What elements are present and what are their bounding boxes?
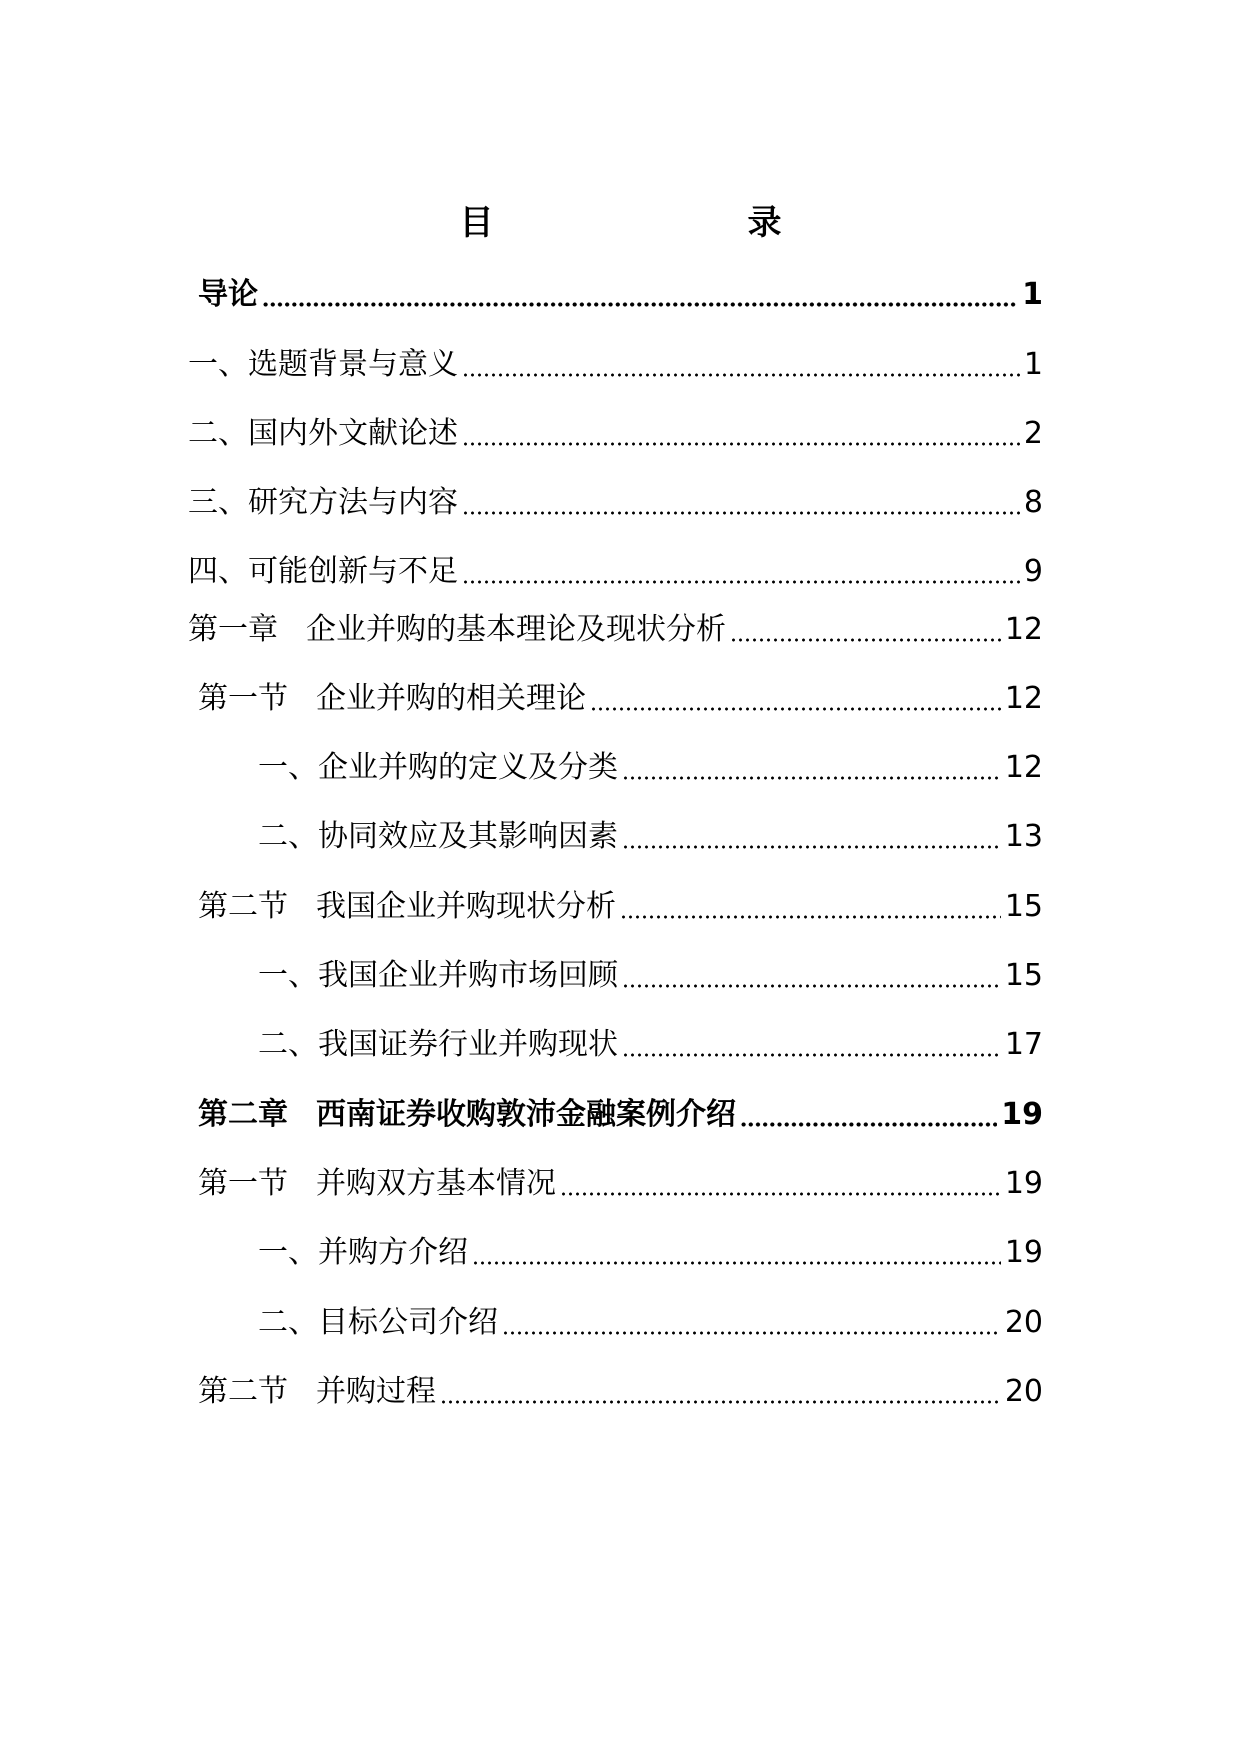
toc-entry-page: 12	[1004, 681, 1043, 716]
toc-entry-page: 19	[1001, 1097, 1043, 1132]
toc-entry-chapter[interactable]	[198, 1086, 1043, 1136]
toc-entry-page: 9	[1023, 554, 1043, 589]
toc-entry-label: 企业并购的基本理论及现状分析	[306, 612, 726, 647]
toc-entry-prefix: 第一章	[188, 612, 278, 647]
toc-entry-prefix: 第二章	[198, 1097, 288, 1132]
dot-leader	[462, 373, 1020, 377]
toc-entry-label: 二、我国证券行业并购现状	[258, 1027, 618, 1062]
toc-entry-page: 17	[1004, 1027, 1043, 1062]
toc-entry[interactable]	[188, 543, 1043, 593]
toc-entry-section[interactable]	[198, 670, 1043, 720]
dot-leader	[620, 915, 1001, 919]
toc-entry[interactable]	[188, 336, 1043, 386]
dot-leader	[462, 442, 1020, 446]
toc-entry-subsection[interactable]	[258, 739, 1043, 789]
toc-entry-prefix: 第一节	[198, 681, 288, 716]
dot-leader	[622, 845, 1001, 849]
toc-entry-intro[interactable]	[198, 266, 1043, 316]
dot-leader	[622, 984, 1001, 988]
toc-entry-label: 并购过程	[316, 1374, 436, 1409]
toc-entry-subsection[interactable]	[258, 947, 1043, 997]
toc-entry-label: 三、研究方法与内容	[188, 485, 458, 520]
toc-title: 目 录	[459, 203, 844, 243]
toc-entry-label: 一、选题背景与意义	[188, 347, 458, 382]
toc-entry-page: 1	[1023, 347, 1043, 382]
toc-entry-label: 一、我国企业并购市场回顾	[258, 958, 618, 993]
dot-leader	[622, 1053, 1001, 1057]
toc-entry-page: 15	[1004, 958, 1043, 993]
toc-entry-page: 15	[1004, 889, 1043, 924]
toc-entry-page: 13	[1004, 819, 1043, 854]
toc-entry-subsection[interactable]	[258, 1016, 1043, 1066]
toc-entry-page: 19	[1004, 1235, 1043, 1270]
toc-entry-page: 20	[1004, 1374, 1043, 1409]
toc-entry-subsection[interactable]	[258, 1224, 1043, 1274]
toc-entry-section[interactable]	[198, 878, 1043, 928]
toc-entry[interactable]	[188, 405, 1043, 455]
toc-entry-label: 四、可能创新与不足	[188, 554, 458, 589]
toc-entry-label: 并购双方基本情况	[316, 1166, 556, 1201]
dot-leader	[560, 1192, 1001, 1196]
toc-entry-subsection[interactable]	[258, 808, 1043, 858]
toc-entry-page: 20	[1004, 1305, 1043, 1340]
toc-entry-subsection[interactable]	[258, 1294, 1043, 1344]
dot-leader	[730, 638, 1001, 642]
toc-entry-prefix: 第一节	[198, 1166, 288, 1201]
dot-leader	[472, 1261, 1001, 1265]
toc-entry-page: 19	[1004, 1166, 1043, 1201]
toc-entry-label: 企业并购的相关理论	[316, 681, 586, 716]
toc-entry-page: 2	[1023, 416, 1043, 451]
dot-leader	[262, 302, 1018, 307]
toc-entry-label: 西南证券收购敦沛金融案例介绍	[316, 1097, 736, 1132]
dot-leader	[590, 707, 1001, 711]
toc-entry-section[interactable]	[198, 1363, 1043, 1413]
toc-entry-page: 12	[1004, 750, 1043, 785]
toc-entry-label: 二、协同效应及其影响因素	[258, 819, 618, 854]
toc-entry[interactable]	[188, 474, 1043, 524]
toc-entry-prefix: 第二节	[198, 1374, 288, 1409]
toc-entry-page: 8	[1023, 485, 1043, 520]
toc-entry-label: 我国企业并购现状分析	[316, 889, 616, 924]
toc-entry-chapter[interactable]	[188, 601, 1043, 651]
dot-leader	[740, 1122, 997, 1127]
dot-leader	[502, 1331, 1001, 1335]
toc-entry-prefix: 第二节	[198, 889, 288, 924]
toc-entry-label: 一、企业并购的定义及分类	[258, 750, 618, 785]
toc-entry-label: 二、国内外文献论述	[188, 416, 458, 451]
toc-entry-label: 二、目标公司介绍	[258, 1305, 498, 1340]
toc-entry-label: 导论	[198, 277, 258, 312]
dot-leader	[462, 511, 1020, 515]
dot-leader	[462, 580, 1020, 584]
toc-entry-label: 一、并购方介绍	[258, 1235, 468, 1270]
toc-entry-page: 1	[1022, 277, 1043, 312]
dot-leader	[622, 776, 1001, 780]
toc-entry-page: 12	[1004, 612, 1043, 647]
dot-leader	[440, 1400, 1001, 1404]
toc-entry-section[interactable]	[198, 1155, 1043, 1205]
